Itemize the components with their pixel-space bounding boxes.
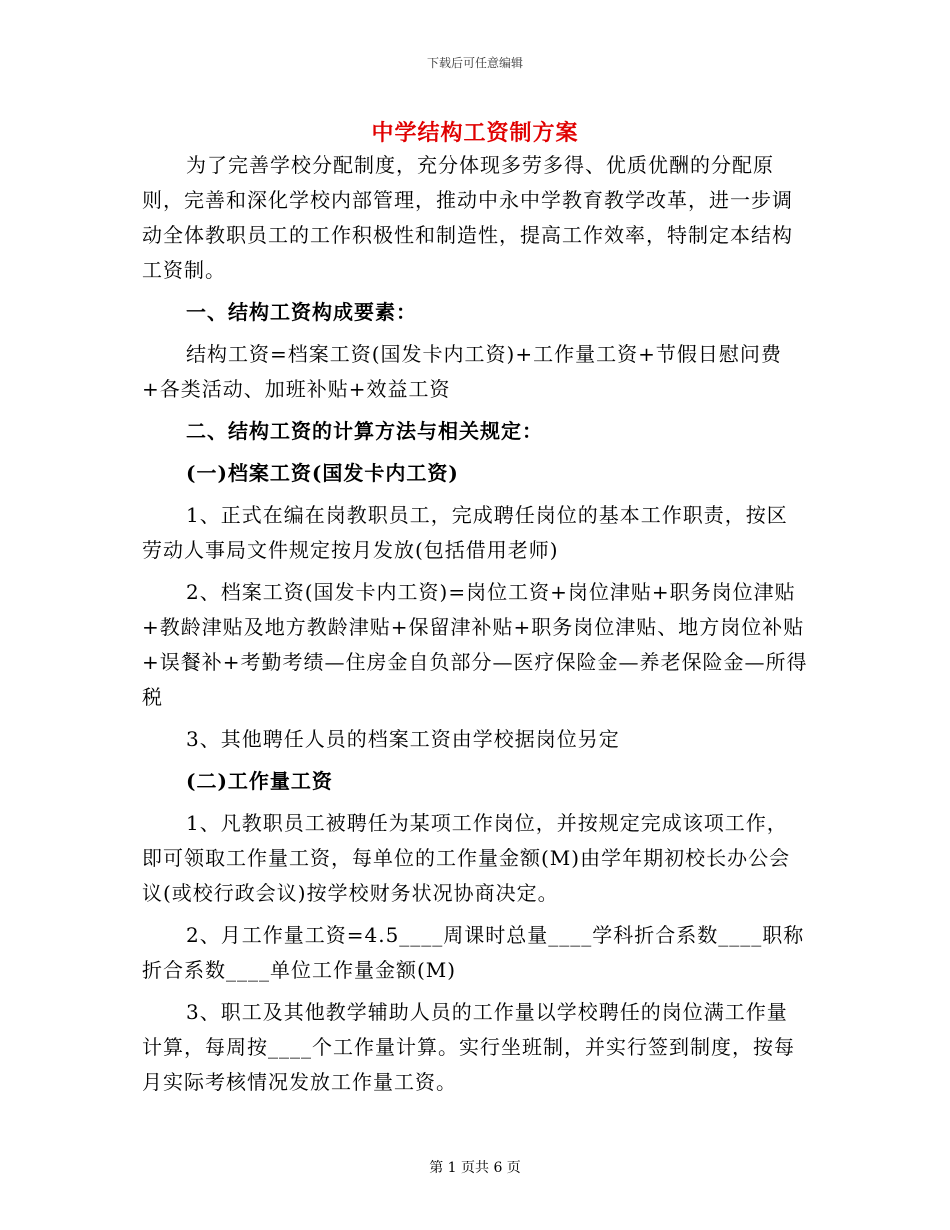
paragraph-2-3: 3、职工及其他教学辅助人员的工作量以学校聘任的岗位满工作量计算，每周按____个工作量计算。实行坐班制，并实行签到制度，按每月实际考核情况发放工作量工资。: [142, 1000, 795, 1094]
paragraph-1-1: 1、正式在编在岗教职员工，完成聘任岗位的基本工作职责，按区劳动人事局文件规定按月发放(包括借用老师): [142, 503, 788, 562]
paragraph-1-2: 2、档案工资(国发卡内工资)=岗位工资+岗位津贴+职务岗位津贴+教龄津贴及地方教龄津贴+保留津补贴+职务岗位津贴、地方岗位补贴+误餐补+考勤考绩—住房金自负部分—医疗保险金—养老保险金—所得税: [142, 580, 808, 709]
intro-paragraph: 为了完善学校分配制度，充分体现多劳多得、优质优酬的分配原则，完善和深化学校内部管理，推动中永中学教育教学改革，进一步调动全体教职员工的工作积极性和制造性，提高工作效率，特制定本结构工资制。: [142, 153, 793, 282]
subsection-heading-2: (二)工作量工资: [186, 769, 333, 793]
paragraph-salary-formula: 结构工资=档案工资(国发卡内工资)+工作量工资+节假日慰问费+各类活动、加班补贴+效益工资: [142, 342, 782, 401]
page-header: 下载后可任意编辑: [426, 56, 523, 70]
paragraph-2-2: 2、月工作量工资=4.5____周课时总量____学科折合系数____职称折合系数____单位工作量金额(M): [142, 923, 805, 982]
document-title: 中学结构工资制方案: [371, 120, 579, 146]
document-body: [142, 148, 808, 1100]
page-footer: 第 1 页共 6 页: [429, 1160, 521, 1176]
section-heading-1: 一、结构工资构成要素：: [186, 300, 417, 324]
subsection-heading-1: (一)档案工资(国发卡内工资): [186, 461, 459, 485]
section-heading-2: 二、结构工资的计算方法与相关规定：: [186, 419, 543, 443]
paragraph-1-3: 3、其他聘任人员的档案工资由学校据岗位另定: [186, 727, 620, 751]
paragraph-2-1: 1、凡教职员工被聘任为某项工作岗位，并按规定完成该项工作，即可领取工作量工资，每单位的工作量金额(M)由学年期初校长办公会议(或校行政会议)按学校财务状况协商决定。: [142, 811, 791, 905]
